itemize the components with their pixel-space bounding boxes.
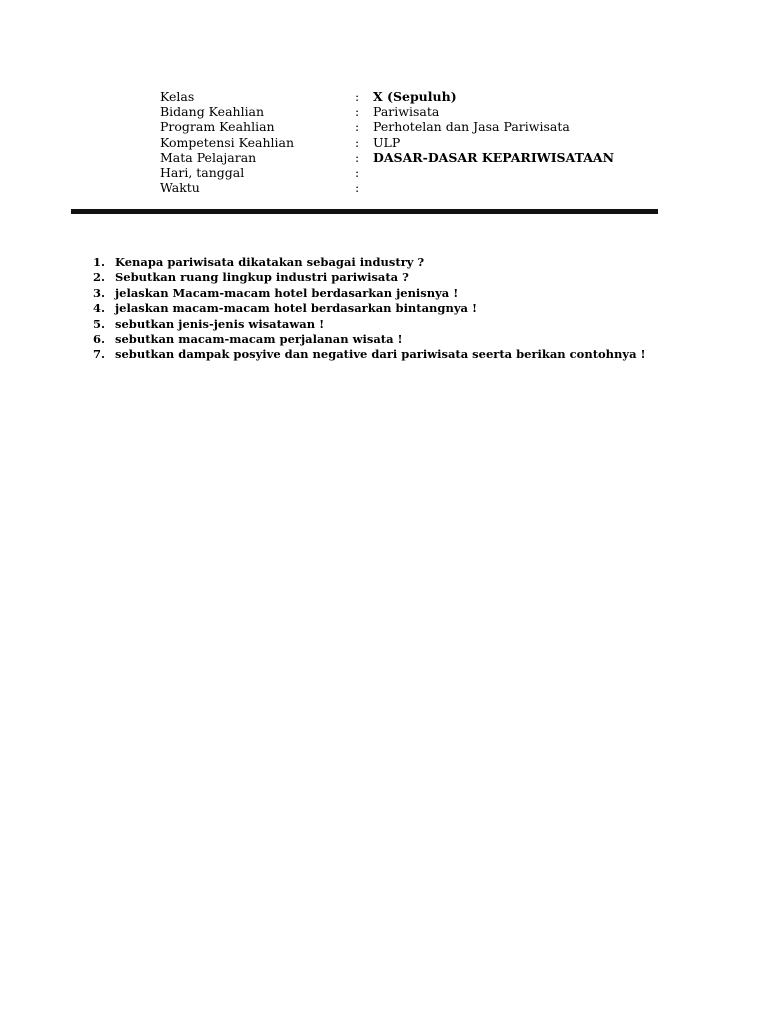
question-item xyxy=(93,301,646,316)
header-label: Program Keahlian xyxy=(160,119,275,135)
question-number: 2. xyxy=(93,270,106,285)
question-list xyxy=(93,255,646,363)
header-colon: : xyxy=(355,165,360,181)
question-item xyxy=(93,286,646,301)
header-value: Pariwisata xyxy=(373,104,440,120)
header-row-hari-tanggal xyxy=(160,165,673,180)
header-value xyxy=(373,180,673,195)
header-value xyxy=(373,165,673,180)
header-value: ULP xyxy=(373,134,401,150)
question-text: Kenapa pariwisata dikatakan sebagai industry ? xyxy=(115,255,425,269)
question-item xyxy=(93,347,646,362)
question-item xyxy=(93,317,646,332)
header-row-bidang-keahlian xyxy=(160,104,673,119)
header-row-kelas xyxy=(160,89,673,104)
header-label: Mata Pelajaran xyxy=(160,149,257,165)
question-item xyxy=(93,255,646,270)
header-row-mata-pelajaran xyxy=(160,150,673,165)
question-number: 6. xyxy=(93,332,106,347)
header-label: Kompetensi Keahlian xyxy=(160,134,295,150)
question-item xyxy=(93,270,646,285)
header-row-kompetensi-keahlian xyxy=(160,135,673,150)
header-colon: : xyxy=(355,119,360,135)
question-text: sebutkan jenis-jenis wisatawan ! xyxy=(115,316,325,331)
question-number: 5. xyxy=(93,316,106,331)
header-label: Kelas xyxy=(160,89,195,104)
question-text: sebutkan macam-macam perjalanan wisata ! xyxy=(115,332,403,347)
header-value: Perhotelan dan Jasa Pariwisata xyxy=(373,119,570,135)
question-text: sebutkan dampak posyive dan negative dari pariwisata seerta berikan contohnya ! xyxy=(115,347,646,362)
question-item xyxy=(93,332,646,347)
question-number: 7. xyxy=(93,347,106,362)
header-row-waktu xyxy=(160,180,673,195)
question-text: jelaskan macam-macam hotel berdasarkan bintangnya ! xyxy=(115,301,478,316)
header-label: Hari, tanggal xyxy=(160,165,245,181)
header-colon: : xyxy=(355,134,360,150)
question-number: 4. xyxy=(93,301,106,316)
question-text: jelaskan Macam-macam hotel berdasarkan jenisnya ! xyxy=(115,285,459,300)
header-label: Waktu xyxy=(160,180,200,196)
header-colon: : xyxy=(355,89,360,104)
header-label: Bidang Keahlian xyxy=(160,104,265,120)
question-number: 3. xyxy=(93,285,106,300)
header-row-program-keahlian xyxy=(160,119,673,134)
header-divider xyxy=(71,209,658,214)
header-colon: : xyxy=(355,149,360,165)
header-value: X (Sepuluh) xyxy=(373,89,457,104)
exam-header-table xyxy=(160,89,673,195)
question-text: Sebutkan ruang lingkup industri pariwisata ? xyxy=(115,270,409,285)
question-number: 1. xyxy=(93,255,106,269)
header-colon: : xyxy=(355,104,360,120)
header-value: DASAR-DASAR KEPARIWISATAAN xyxy=(373,149,615,165)
header-colon: : xyxy=(355,180,360,196)
